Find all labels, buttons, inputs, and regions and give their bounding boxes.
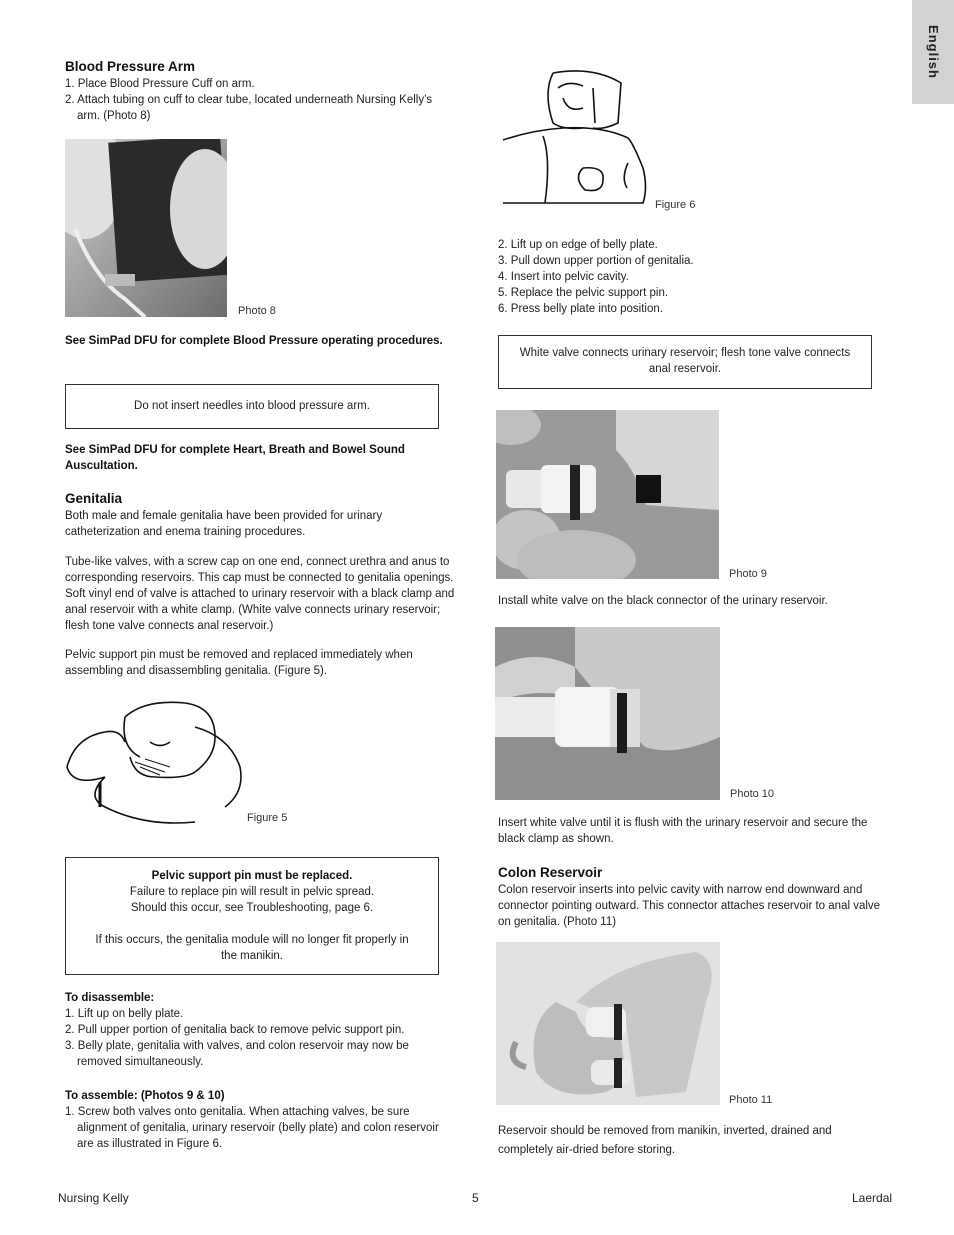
photo-11	[496, 942, 720, 1105]
disassemble-step: 2. Pull upper portion of genitalia back to remove pelvic support pin.	[65, 1024, 405, 1036]
valve-info-box	[498, 335, 872, 389]
figure-5-drawing	[65, 697, 247, 827]
photo-10-image	[495, 627, 720, 800]
footer-brand: Laerdal	[852, 1191, 893, 1205]
assemble-step: 1. Screw both valves onto genitalia. When attaching valves, be sure alignment of genitalia, urinary reservoir (belly plate) and colon reservoir are as illustrated in Figure 6.	[65, 1106, 439, 1150]
bp-note: See SimPad DFU for complete Blood Pressure operating procedures.	[65, 335, 443, 347]
assembly-step: 3. Pull down upper portion of genitalia.	[498, 255, 694, 267]
disassemble-heading: To disassemble:	[65, 992, 155, 1004]
assembly-step: 6. Press belly plate into position.	[498, 303, 663, 315]
genitalia-heading: Genitalia	[65, 491, 123, 506]
pin-warning-line: Should this occur, see Troubleshooting, page 6.	[130, 902, 374, 914]
figure-5-caption: Figure 5	[247, 812, 288, 824]
genitalia-paragraph-3: Pelvic support pin must be removed and replaced immediately when assembling and disassembling genitalia. (Figure 5).	[65, 649, 413, 677]
assembly-step: 5. Replace the pelvic support pin.	[498, 287, 669, 299]
assemble-steps	[65, 1104, 450, 1152]
figure-6-drawing	[503, 68, 648, 210]
valve-info-text: White valve connects urinary reservoir; flesh tone valve connects anal reservoir.	[519, 347, 851, 375]
bp-heading: Blood Pressure Arm	[65, 59, 196, 74]
genitalia-paragraph-2: Tube-like valves, with a screw cap on one end, connect urethra and anus to corresponding reservoirs. This cap must be connected to genitalia openings. Soft vinyl end of valve is attached to urinary reservoir with a black clamp and anal reservoir with a white clamp. (White valve connects urinary reservoir; flesh tone valve connects anal reservoir.)	[65, 556, 455, 632]
assembly-steps	[498, 237, 858, 317]
figure-6-caption: Figure 6	[655, 199, 696, 211]
disassemble-steps	[65, 1006, 425, 1070]
assembly-step: 4. Insert into pelvic cavity.	[498, 271, 629, 283]
pin-warning-box	[65, 857, 439, 975]
photo-10-caption: Photo 10	[730, 788, 775, 800]
photo-8-image	[65, 139, 227, 317]
disassemble-step: 3. Belly plate, genitalia with valves, and colon reservoir may now be removed simultaneously.	[65, 1040, 409, 1068]
bp-step: 2. Attach tubing on cuff to clear tube, located underneath Nursing Kelly’s arm. (Photo 8)	[65, 94, 433, 122]
pin-warning-line: If this occurs, the genitalia module will no longer fit properly in the manikin.	[95, 934, 409, 962]
figure-5	[65, 697, 247, 827]
photo-10	[495, 627, 720, 800]
bp-steps	[65, 76, 450, 124]
pin-warning-line: Failure to replace pin will result in pelvic spread.	[129, 886, 375, 898]
photo-11-caption: Photo 11	[729, 1094, 773, 1106]
bp-step: 1. Place Blood Pressure Cuff on arm.	[65, 78, 255, 90]
page-number: 5	[472, 1191, 479, 1205]
photo-9-text: Install white valve on the black connector of the urinary reservoir.	[498, 595, 828, 607]
photo-8	[65, 139, 227, 317]
language-label: English	[926, 25, 941, 79]
colon-text: Colon reservoir inserts into pelvic cavity with narrow end downward and connector pointing outward. This connector attaches reservoir to anal valve on genitalia. (Photo 11)	[498, 884, 881, 928]
needle-warning-box	[65, 384, 439, 429]
needle-warning-text: Do not insert needles into blood pressure arm.	[134, 400, 370, 412]
footer-title: Nursing Kelly	[58, 1191, 129, 1205]
photo-11-image	[496, 942, 720, 1105]
assemble-heading: To assemble: (Photos 9 & 10)	[65, 1090, 225, 1102]
genitalia-paragraph-1: Both male and female genitalia have been provided for urinary catheterization and enema training procedures.	[65, 510, 383, 538]
disassemble-step: 1. Lift up on belly plate.	[65, 1008, 184, 1020]
photo-10-text: Insert white valve until it is flush with the urinary reservoir and secure the black clamp as shown.	[498, 817, 868, 845]
photo-9	[496, 410, 719, 579]
pin-warning-title: Pelvic support pin must be replaced.	[151, 870, 353, 882]
figure-6	[503, 68, 648, 210]
photo-9-caption: Photo 9	[729, 568, 767, 580]
photo-8-caption: Photo 8	[238, 305, 276, 317]
colon-heading: Colon Reservoir	[498, 865, 603, 880]
assembly-step: 2. Lift up on edge of belly plate.	[498, 239, 658, 251]
language-tab	[912, 0, 954, 104]
heart-note: See SimPad DFU for complete Heart, Breath and Bowel Sound Auscultation.	[65, 444, 405, 472]
photo-9-image	[496, 410, 719, 579]
reservoir-text: Reservoir should be removed from manikin, inverted, drained and completely air-dried before storing.	[498, 1125, 832, 1156]
